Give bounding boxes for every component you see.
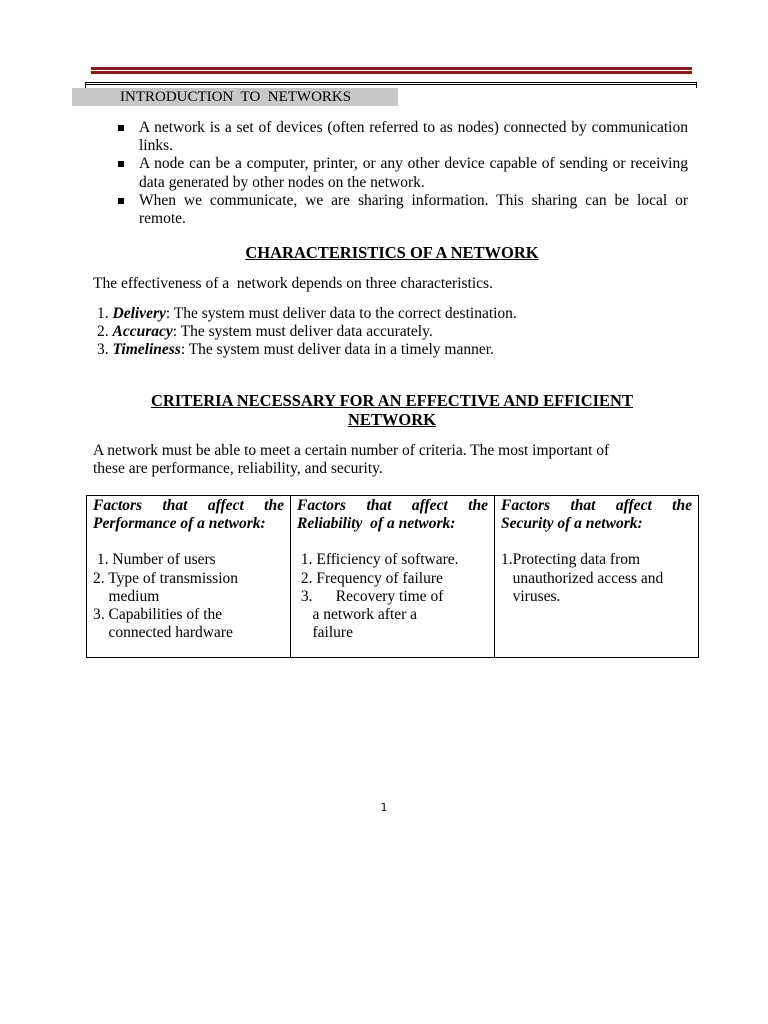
list-item: A network is a set of devices (often referred to as nodes) connected by communication links. [112,119,688,155]
characteristics-intro: The effectiveness of a network depends on three characteristics. [93,275,493,292]
list-item: 3. Recovery time of [297,587,444,605]
table-cell-performance [87,496,291,658]
list-item: failure [297,624,353,642]
list-item: viruses. [501,587,561,605]
criteria-heading: CRITERIA NECESSARY FOR AN EFFECTIVE AND EFFICIENT NETWORK [151,391,633,429]
list-item: medium [93,587,160,605]
list-item: 3. Timeliness: The system must deliver data in a timely manner. [97,341,494,359]
table-cell-reliability [291,496,495,658]
header-rule-bottom [91,71,692,74]
column-heading: Factors that affect the Performance of a network: [93,497,284,533]
square-bullet-icon [118,125,124,131]
intro-bullet-list [112,119,688,228]
header-rule-top [91,67,692,70]
characteristics-list [97,305,517,360]
list-item: 2. Type of transmission [93,569,239,587]
list-item: unauthorized access and [501,569,664,587]
characteristics-heading: CHARACTERISTICS OF A NETWORK [245,243,539,262]
list-item: a network after a [297,606,418,624]
factor-list [297,551,488,642]
table-row [87,496,699,658]
list-item: 1. Efficiency of software. [297,551,459,569]
list-item: 1. Delivery: The system must deliver data to the correct destination. [97,305,517,322]
list-item: 3. Capabilities of the [93,606,223,624]
table-cell-security [495,496,699,658]
criteria-intro: A network must be able to meet a certain number of criteria. The most important of these are performance, reliability, and security. [93,442,610,478]
list-item: 2. Frequency of failure [297,569,443,587]
column-heading: Factors that affect the Reliability of a network: [297,497,488,533]
square-bullet-icon [118,161,124,167]
column-heading: Factors that affect the Security of a network: [501,497,692,533]
list-item: A node can be a computer, printer, or any other device capable of sending or receiving data generated by other nodes on the network. [112,155,688,191]
square-bullet-icon [118,198,124,204]
list-item: 1. Number of users [93,551,216,569]
list-item: When we communicate, we are sharing information. This sharing can be local or remote. [112,192,688,228]
list-item: connected hardware [93,624,233,642]
section-label: INTRODUCTION TO NETWORKS [72,88,398,106]
list-item: 2. Accuracy: The system must deliver data accurately. [97,323,433,341]
page-number: 1 [380,801,388,814]
factor-list [501,551,692,606]
list-item: 1.Protecting data from [501,551,641,569]
factor-list [93,551,284,642]
criteria-table [86,495,699,658]
